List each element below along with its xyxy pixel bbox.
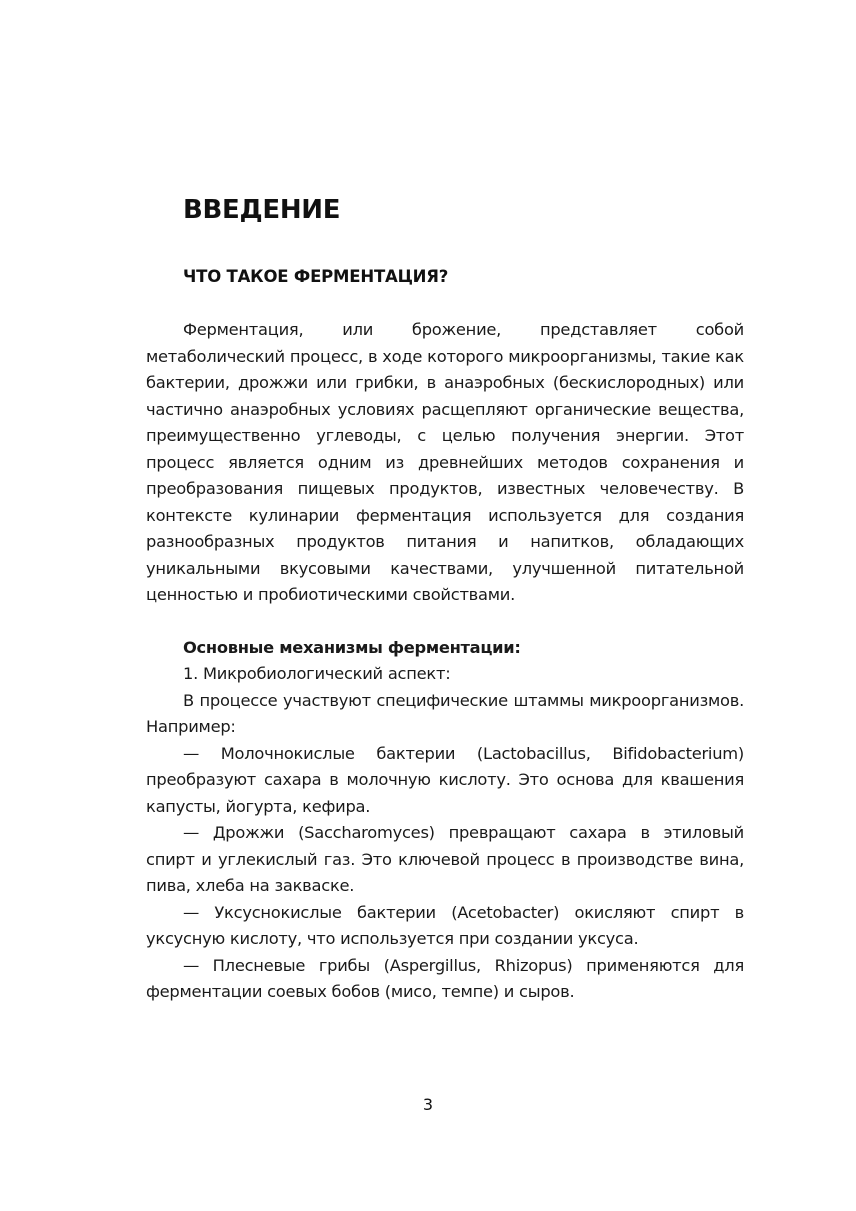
section-heading: ЧТО ТАКОЕ ФЕРМЕНТАЦИЯ?	[183, 267, 449, 286]
mechanisms-item-title: 1. Микробиологический аспект:	[183, 664, 451, 683]
list-item: — Плесневые грибы (Aspergillus, Rhizopus) применяются для ферментации соевых бобов (мисо, темпе) и сыров.	[146, 955, 744, 1001]
list-item: — Уксуснокислые бактерии (Acetobacter) окисляют спирт в уксусную кислоту, что используется при создании уксуса.	[146, 902, 744, 948]
mechanisms-intro: В процессе участвуют специфические штаммы микроорганизмов. Например:	[146, 690, 744, 736]
page-number: 3	[422, 1095, 434, 1114]
list-item: — Молочнокислые бактерии (Lactobacillus, Bifidobacterium) преобразуют сахара в молочную кислоту. Это основа для квашения капусты, йогурта, кефира.	[146, 743, 744, 816]
page-content	[146, 190, 744, 1006]
chapter-heading: ВВЕДЕНИЕ	[183, 195, 341, 225]
intro-paragraph: Ферментация, или брожение, представляет собой метаболический процесс, в ходе которого микроорганизмы, такие как бактерии, дрожжи или грибки, в анаэробных (бескислородных) или частично анаэробных условиях расщепляют органические вещества, преимущественно углеводы, с целью получения энергии. Этот процесс является одним из древнейших методов сохранения и преобразования пищевых продуктов, известных человечеству. В контексте кулинарии ферментация используется для создания разнообразных продуктов питания и напитков, обладающих уникальными вкусовыми качествами, улучшенной питательной ценностью и пробиотическими свойствами.	[146, 320, 744, 604]
mechanisms-title: Основные механизмы ферментации:	[183, 637, 521, 657]
list-item: — Дрожжи (Saccharomyces) превращают сахара в этиловый спирт и углекислый газ. Это ключевой процесс в производстве вина, пива, хлеба на закваске.	[146, 823, 744, 895]
